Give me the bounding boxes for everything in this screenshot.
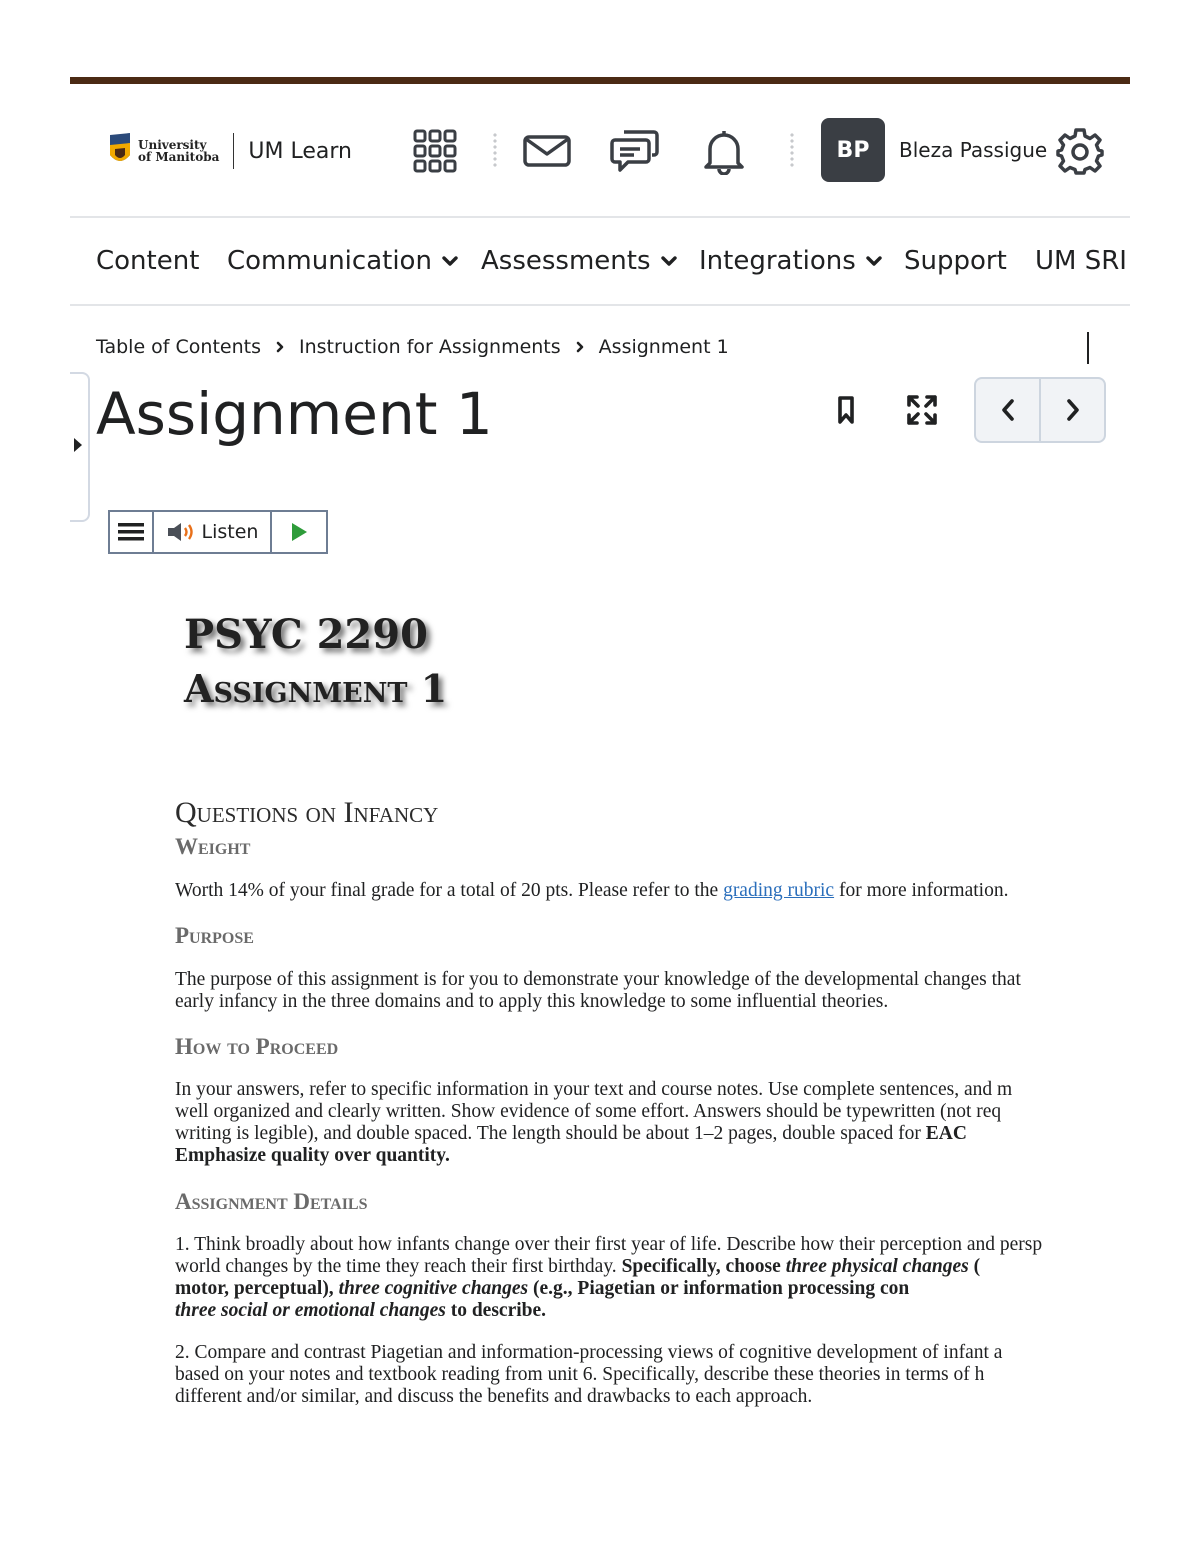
bookmark-button[interactable] (826, 390, 866, 430)
readspeaker-menu-button[interactable] (110, 512, 152, 552)
nav-divider (70, 304, 1130, 306)
course-selector-button[interactable] (410, 126, 460, 176)
page-title: Assignment 1 (96, 380, 493, 448)
subscription-alerts-button[interactable] (610, 126, 660, 176)
um-learn-logo[interactable] (108, 130, 352, 172)
grading-rubric-link[interactable]: grading rubric (723, 880, 835, 901)
chevron-down-icon (442, 255, 458, 267)
question-2: 2. Compare and contrast Piagetian and information-processing views of cognitive development of infant a based on your notes and textbook reading from unit 6. Specifically, describe these theories in terms of h different and/or similar, and discuss the benefits and drawbacks to each approach. (175, 1342, 1003, 1407)
logo-separator (233, 133, 234, 169)
envelope-icon (522, 134, 572, 168)
purpose-paragraph: The purpose of this assignment is for you to demonstrate your knowledge of the developmental changes that early infancy in the three domains and to apply this knowledge to some influential theories. (175, 969, 1021, 1012)
weight-paragraph: Worth 14% of your final grade for a total of 20 pts. Please refer to the grading rubric for more information. (175, 880, 1009, 901)
bell-icon (702, 127, 746, 175)
header-separator (790, 132, 794, 168)
breadcrumb-table-of-contents[interactable]: Table of Contents (96, 336, 261, 358)
nav-item-assessments[interactable]: Assessments (481, 246, 677, 276)
breadcrumb (96, 336, 729, 358)
speaker-icon (166, 521, 196, 543)
how-to-proceed-paragraph: In your answers, refer to specific information in your text and course notes. Use complete sentences, and m well organized and clearly written. Show evidence of some effort. Answers should be typewritten (not req writing is legible), and double spaced. The length should be about 1–2 pages, double spaced for EAC Emphasize quality over quantity. (175, 1079, 1013, 1166)
chat-bubbles-icon (610, 128, 660, 174)
course-navbar (70, 218, 1130, 304)
play-icon (290, 522, 308, 542)
nav-item-content[interactable]: Content (96, 246, 200, 276)
weight-heading: Weight (175, 834, 251, 859)
question-1: 1. Think broadly about how infants change over their first year of life. Describe how their perception and persp world changes by the time they reach their first birthday. Specifically, choose three physical changes ( motor, perceptual), three cognitive changes (e.g., Piagetian or information processing con three social or emotional changes to describe. (175, 1234, 1043, 1321)
breadcrumb-end-marker (1087, 332, 1089, 364)
settings-button[interactable] (1055, 126, 1105, 176)
user-name[interactable]: Bleza Passigue (899, 138, 1048, 162)
breadcrumb-current: Assignment 1 (598, 336, 729, 358)
message-alerts-button[interactable] (522, 126, 572, 176)
chevron-down-icon (661, 255, 677, 267)
listen-button[interactable]: Listen (152, 512, 270, 552)
next-topic-button[interactable] (1039, 379, 1104, 441)
topic-navigation (974, 377, 1106, 443)
course-heading: PSYC 2290 Assignment 1 (184, 611, 448, 711)
update-alerts-button[interactable] (699, 126, 749, 176)
brand-top-rule (70, 77, 1130, 84)
chevron-down-icon (866, 255, 882, 267)
assignment-details-heading: Assignment Details (175, 1189, 368, 1214)
nav-item-integrations[interactable]: Integrations (699, 246, 882, 276)
purpose-heading: Purpose (175, 923, 254, 948)
nav-item-communication[interactable]: Communication (227, 246, 458, 276)
play-button[interactable] (270, 512, 326, 552)
how-to-proceed-heading: How to Proceed (175, 1034, 339, 1059)
university-wordmark: University of Manitoba (138, 138, 220, 164)
breadcrumb-instruction-for-assignments[interactable]: Instruction for Assignments (299, 336, 561, 358)
gear-icon (1056, 127, 1104, 175)
nav-item-um-sri[interactable]: UM SRI (1035, 246, 1127, 276)
chevron-left-icon (1000, 398, 1016, 422)
fullscreen-button[interactable] (902, 390, 942, 430)
minibar-header (70, 84, 1130, 216)
expand-icon (906, 394, 938, 426)
header-separator (493, 132, 497, 168)
chevron-right-icon (575, 341, 585, 353)
grid-icon (412, 128, 458, 174)
readspeaker-toolbar (108, 510, 328, 554)
bookmark-icon (837, 396, 855, 424)
section-title: Questions on Infancy (175, 796, 439, 829)
previous-topic-button[interactable] (976, 379, 1039, 441)
caret-right-icon (73, 436, 83, 454)
chevron-right-icon (1065, 398, 1081, 422)
hamburger-menu-icon (117, 521, 145, 543)
avatar[interactable]: BP (821, 118, 885, 182)
university-crest-icon (108, 131, 132, 171)
nav-item-support[interactable]: Support (904, 246, 1007, 276)
toc-panel-toggle[interactable] (70, 372, 90, 522)
chevron-right-icon (275, 341, 285, 353)
app-name: UM Learn (248, 138, 352, 164)
